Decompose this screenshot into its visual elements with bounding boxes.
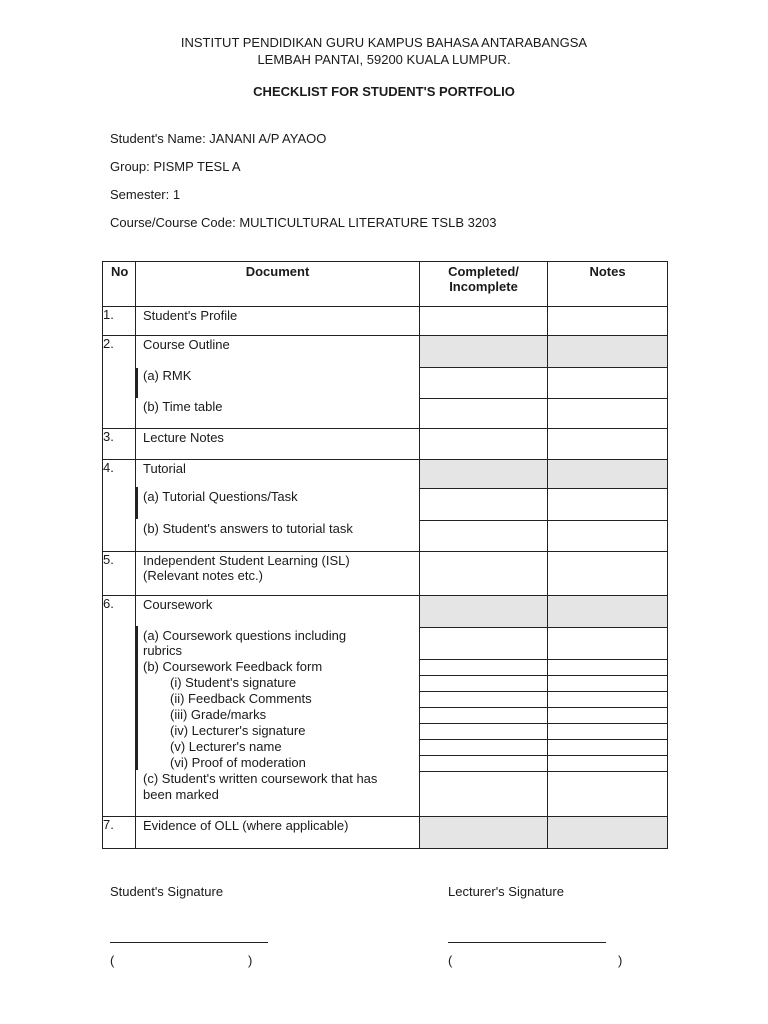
- notes-subcell[interactable]: [548, 724, 667, 740]
- document-cell: [136, 336, 420, 429]
- document-cell: [136, 307, 420, 336]
- completed-cell[interactable]: [420, 307, 548, 336]
- document-cell: [136, 552, 420, 596]
- completed-subcell[interactable]: [420, 628, 547, 660]
- notes-subcell[interactable]: [548, 489, 667, 521]
- sub-item-label: (vi) Proof of moderation: [170, 755, 306, 770]
- document-label: Coursework: [143, 597, 213, 612]
- completed-subcell[interactable]: [420, 368, 547, 399]
- shaded-cell: [548, 817, 668, 849]
- shaded-cell: [420, 817, 548, 849]
- sub-item-bracket: [136, 626, 138, 770]
- document-label: Lecture Notes: [143, 430, 224, 445]
- document-label: Tutorial: [143, 461, 186, 476]
- document-label: (Relevant notes etc.): [143, 568, 263, 583]
- row-number: 3.: [103, 429, 136, 460]
- shaded-cell: [420, 460, 547, 489]
- completed-subcell[interactable]: [420, 692, 547, 708]
- student-name-open-paren: (: [110, 953, 115, 968]
- table-row: [103, 336, 668, 429]
- notes-subcell[interactable]: [548, 740, 667, 756]
- shaded-cell: [548, 460, 667, 489]
- row-number: 5.: [103, 552, 136, 596]
- header-completed: Completed/ Incomplete: [420, 262, 548, 307]
- row-number: 6.: [103, 596, 136, 817]
- lecturer-name-close-paren: ): [618, 953, 623, 968]
- header-notes: Notes: [548, 262, 668, 307]
- lecturer-signature-label: Lecturer's Signature: [448, 884, 564, 899]
- completed-cell: [420, 460, 548, 552]
- completed-subcell[interactable]: [420, 724, 547, 740]
- sub-item-label: (b) Time table: [143, 399, 223, 414]
- table-row: [103, 817, 668, 849]
- semester: Semester: 1: [110, 187, 181, 202]
- sub-item-label: rubrics: [143, 643, 183, 658]
- notes-subcell[interactable]: [548, 676, 667, 692]
- notes-subcell[interactable]: [548, 708, 667, 724]
- row-number: 4.: [103, 460, 136, 552]
- completed-subcell[interactable]: [420, 740, 547, 756]
- lecturer-signature-line[interactable]: [448, 942, 606, 943]
- document-cell: [136, 817, 420, 849]
- sub-item-label: (iv) Lecturer's signature: [170, 723, 306, 738]
- checklist-table: [102, 261, 668, 849]
- completed-subcell[interactable]: [420, 708, 547, 724]
- notes-subcell[interactable]: [548, 628, 667, 660]
- document-label: Student's Profile: [143, 308, 238, 323]
- notes-subcell[interactable]: [548, 692, 667, 708]
- completed-cell[interactable]: [420, 429, 548, 460]
- notes-cell: [548, 336, 668, 429]
- student-signature-label: Student's Signature: [110, 884, 224, 899]
- sub-item-label: (iii) Grade/marks: [170, 707, 267, 722]
- notes-subcell[interactable]: [548, 756, 667, 772]
- completed-subcell[interactable]: [420, 489, 547, 521]
- sub-item-bracket: [136, 368, 138, 398]
- sub-item-bracket: [136, 487, 138, 519]
- student-name: Student's Name: JANANI A/P AYAOO: [110, 131, 327, 146]
- shaded-cell: [420, 336, 547, 368]
- sub-item-label: (v) Lecturer's name: [170, 739, 282, 754]
- row-number: 2.: [103, 336, 136, 429]
- notes-cell: [548, 460, 668, 552]
- lecturer-name-open-paren: (: [448, 953, 453, 968]
- sub-item-label: (b) Coursework Feedback form: [143, 659, 323, 674]
- institution-name: INSTITUT PENDIDIKAN GURU KAMPUS BAHASA ANTARABANGSA: [180, 35, 588, 50]
- student-name-close-paren: ): [248, 953, 253, 968]
- row-number: 7.: [103, 817, 136, 849]
- course-code: Course/Course Code: MULTICULTURAL LITERATURE TSLB 3203: [110, 215, 497, 230]
- completed-subcell[interactable]: [420, 660, 547, 676]
- document-label: Evidence of OLL (where applicable): [143, 818, 349, 833]
- notes-subcell[interactable]: [548, 660, 667, 676]
- shaded-cell: [548, 336, 667, 368]
- header-no: No: [103, 262, 136, 307]
- student-signature-line[interactable]: [110, 942, 268, 943]
- table-row: [103, 460, 668, 552]
- document-cell: [136, 460, 420, 552]
- shaded-cell: [548, 596, 667, 628]
- row-number: 1.: [103, 307, 136, 336]
- page-title: CHECKLIST FOR STUDENT'S PORTFOLIO: [253, 84, 515, 99]
- sub-item-label: (ii) Feedback Comments: [170, 691, 312, 706]
- table-row: [103, 596, 668, 817]
- sub-item-label: (a) Tutorial Questions/Task: [143, 489, 298, 504]
- notes-subcell[interactable]: [548, 368, 667, 399]
- sub-item-label: (a) Coursework questions including: [143, 628, 347, 643]
- sub-item-label: been marked: [143, 787, 219, 802]
- completed-subcell[interactable]: [420, 676, 547, 692]
- notes-cell: [548, 596, 668, 817]
- sub-item-label: (a) RMK: [143, 368, 192, 383]
- completed-cell[interactable]: [420, 552, 548, 596]
- sub-item-label: (c) Student's written coursework that has: [143, 771, 378, 786]
- table-row: [103, 429, 668, 460]
- notes-cell[interactable]: [548, 429, 668, 460]
- table-header-row: [103, 262, 668, 307]
- document-cell: [136, 429, 420, 460]
- shaded-cell: [420, 596, 547, 628]
- student-group: Group: PISMP TESL A: [110, 159, 241, 174]
- sub-item-label: (i) Student's signature: [170, 675, 297, 690]
- completed-cell: [420, 336, 548, 429]
- notes-cell[interactable]: [548, 552, 668, 596]
- institution-address: LEMBAH PANTAI, 59200 KUALA LUMPUR.: [257, 52, 511, 67]
- notes-cell[interactable]: [548, 307, 668, 336]
- document-label: Independent Student Learning (ISL): [143, 553, 350, 568]
- sub-item-label: (b) Student's answers to tutorial task: [143, 521, 353, 536]
- completed-cell: [420, 596, 548, 817]
- document-cell: [136, 596, 420, 817]
- table-row: [103, 307, 668, 336]
- document-label: Course Outline: [143, 337, 230, 352]
- header-document: Document: [136, 262, 420, 307]
- table-row: [103, 552, 668, 596]
- completed-subcell[interactable]: [420, 756, 547, 772]
